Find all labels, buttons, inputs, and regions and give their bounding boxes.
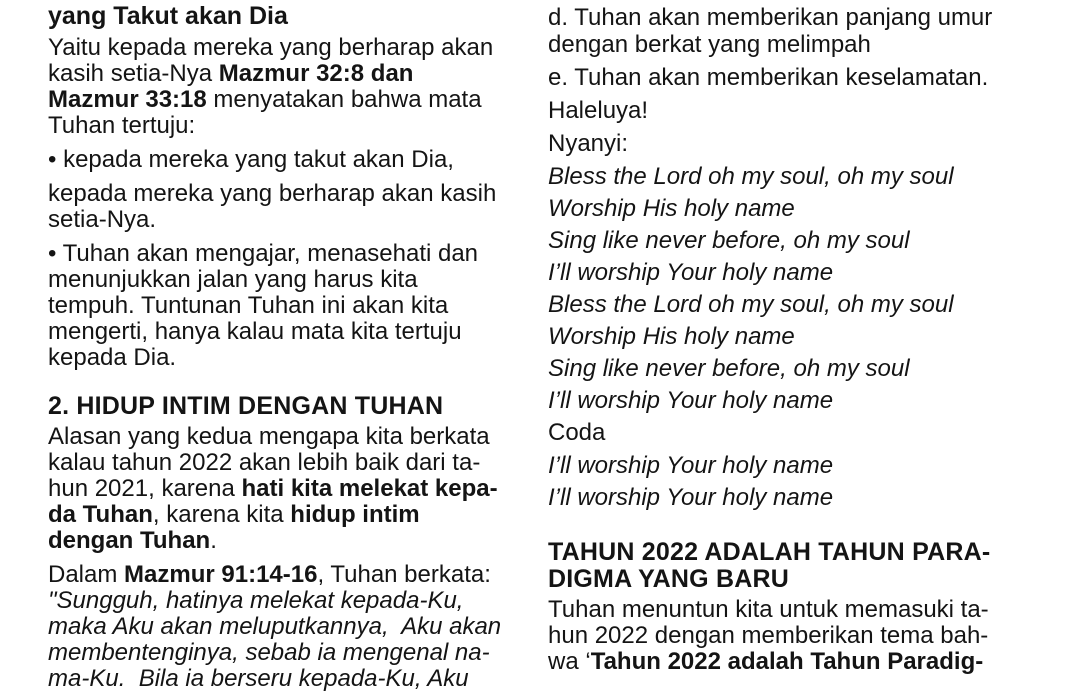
text-line [48,2,520,30]
text-line [548,291,1048,318]
para-block [48,35,520,139]
section-heading-block [548,539,1048,593]
text-run: hidup intim [290,501,420,528]
text-run: Dalam [48,561,125,588]
text-line [548,130,1048,157]
text-line [548,163,1048,190]
text-run: • kepada mereka yang takut akan Dia, [48,146,454,173]
text-line [548,649,1048,675]
text-run: "Sungguh, hatinya melekat kepada-Ku, [48,587,464,614]
text-run: Tahun 2022 adalah Tahun Paradig- [590,648,984,675]
text-line [548,623,1048,649]
text-line [48,267,520,293]
text-run: I’ll worship Your holy name [548,452,834,479]
text-run: Yaitu kepada mereka yang berharap akan [48,34,494,61]
text-run: wa ‘ [548,648,591,675]
text-line [48,476,520,502]
text-line [48,113,520,139]
text-line [48,502,520,528]
text-run: TAHUN 2022 ADALAH TAHUN PARA- [548,538,991,566]
text-run: Alasan yang kedua mengapa kita berkata [48,423,490,450]
text-line [548,566,1048,593]
text-run: kasih setia-Nya [48,60,219,87]
text-run: maka Aku akan meluputkannya, Aku akan [48,613,502,640]
bullet-block [48,147,520,173]
text-run: Mazmur 32:8 dan [218,60,414,87]
right-column [548,0,1048,681]
text-run: membentenginya, sebab ia mengenal na- [48,639,490,666]
text-run: , Tuhan berkata: [317,561,491,588]
text-line [548,452,1048,479]
text-run: Bless the Lord oh my soul, oh my soul [548,291,954,318]
text-line [548,97,1048,124]
text-line [48,241,520,267]
lyric-block [548,387,1048,414]
text-run: I’ll worship Your holy name [548,387,834,414]
text-run: 2. HIDUP INTIM DENGAN TUHAN [48,392,444,420]
heading-block [48,2,520,30]
text-run: Worship His holy name [548,195,795,222]
text-run: da Tuhan [48,501,153,528]
text-run: dengan Tuhan [48,527,211,554]
para-block [548,130,1048,157]
text-run: menyatakan bahwa mata [206,86,482,113]
text-line [48,345,520,371]
lyric-block [548,163,1048,190]
text-run: ma-Ku. Bila ia berseru kepada-Ku, Aku [48,665,469,692]
text-line [548,484,1048,511]
text-line [48,528,520,554]
text-run: setia-Nya. [48,206,157,233]
text-line [48,391,520,421]
text-run: • Tuhan akan mengajar, menasehati dan [48,240,479,267]
text-line [48,640,520,666]
text-line [48,293,520,319]
text-run: Coda [548,419,606,446]
lyric-block [548,227,1048,254]
text-line [48,181,520,207]
text-run: hun 2021, karena [48,475,242,502]
text-line [48,319,520,345]
text-run: . [210,527,217,554]
lyric-block [548,323,1048,350]
text-line [48,424,520,450]
text-run: I’ll worship Your holy name [548,484,834,511]
text-line [548,31,1048,58]
lyric-block [548,452,1048,479]
text-run: tempuh. Tuntunan Tuhan ini akan kita [48,292,449,319]
lyric-block [548,291,1048,318]
text-line [48,207,520,233]
text-run: kepada mereka yang berharap akan kasih [48,180,497,207]
text-line [548,195,1048,222]
text-run: Sing like never before, oh my soul [548,355,910,382]
text-run: I’ll worship Your holy name [548,259,834,286]
text-line [548,4,1048,31]
text-line [548,539,1048,566]
text-line [548,387,1048,414]
para-block [48,181,520,233]
text-line [548,64,1048,91]
text-run: Worship His holy name [548,323,795,350]
text-run: d. Tuhan akan memberikan panjang umur [548,4,993,31]
text-line [548,597,1048,623]
text-line [48,147,520,173]
text-run: Tuhan tertuju: [48,112,196,139]
text-run: mengerti, hanya kalau mata kita tertuju [48,318,462,345]
text-run: Bless the Lord oh my soul, oh my soul [548,163,954,190]
text-run: Haleluya! [548,97,649,124]
text-run: , karena kita [152,501,291,528]
text-line [48,666,520,692]
text-run: menunjukkan jalan yang harus kita [48,266,418,293]
text-run: yang Takut akan Dia [48,2,288,30]
para-block [548,97,1048,124]
bullet-block [48,241,520,371]
text-line [48,588,520,614]
text-line [548,355,1048,382]
text-run: Mazmur 33:18 [48,86,207,113]
text-line [48,614,520,640]
left-column [48,0,520,700]
section-heading-block [48,391,520,421]
text-run: kepada Dia. [48,344,177,371]
para-block [548,419,1048,446]
lyric-block [548,484,1048,511]
text-line [48,61,520,87]
para-block [48,562,520,692]
text-run: hun 2022 dengan memberikan tema bah- [548,622,989,649]
lyric-block [548,355,1048,382]
text-line [548,419,1048,446]
text-line [548,227,1048,254]
para-block [48,424,520,554]
text-line [548,323,1048,350]
text-line [48,87,520,113]
text-run: Tuhan menuntun kita untuk memasuki ta- [548,596,989,623]
text-line [48,450,520,476]
text-line [48,35,520,61]
para-block [548,4,1048,58]
lyric-block [548,259,1048,286]
text-run: Nyanyi: [548,130,629,157]
para-block [548,64,1048,91]
text-run: Sing like never before, oh my soul [548,227,910,254]
para-block [548,597,1048,675]
text-run: e. Tuhan akan memberikan keselamatan. [548,64,989,91]
text-line [48,562,520,588]
text-run: DIGMA YANG BARU [548,565,789,593]
text-run: kalau tahun 2022 akan lebih baik dari ta- [48,449,481,476]
lyric-block [548,195,1048,222]
text-run: Mazmur 91:14-16 [124,561,318,588]
text-run: hati kita melekat kepa- [241,475,498,502]
text-run: dengan berkat yang melimpah [548,31,871,58]
text-line [548,259,1048,286]
